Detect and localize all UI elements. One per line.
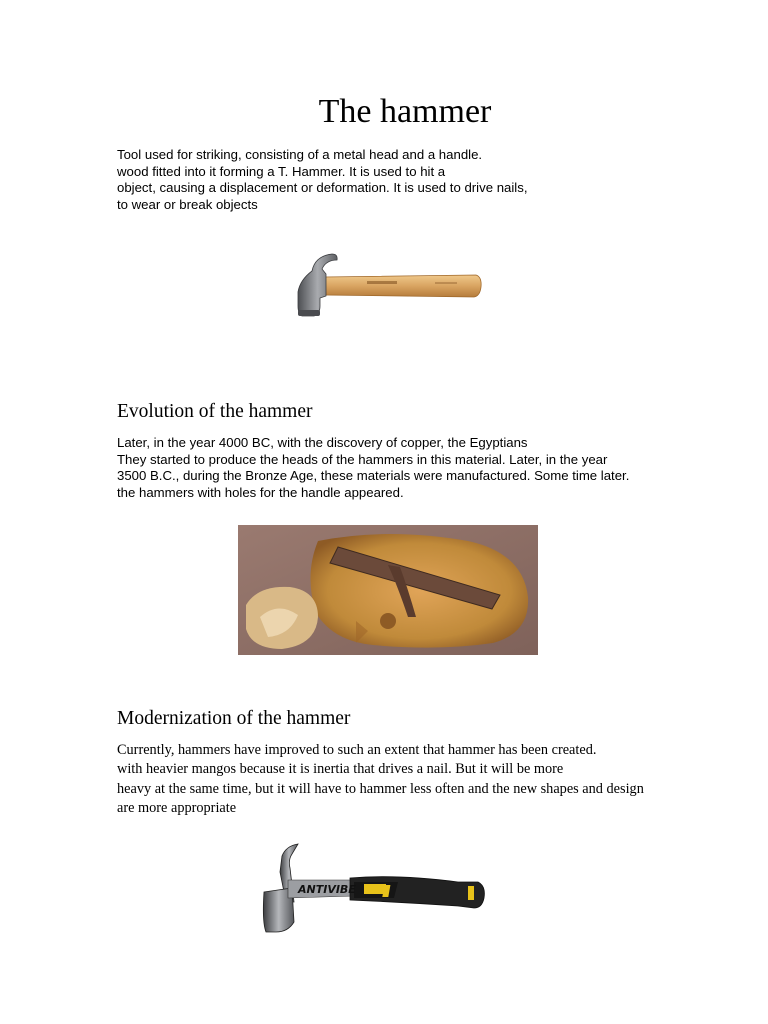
evolution-line: Later, in the year 4000 BC, with the discovery of copper, the Egyptians [117,435,528,450]
evolution-line: They started to produce the heads of the hammers in this material. Later, in the year [117,451,608,467]
evolution-line: the hammers with holes for the handle appeared. [117,484,404,500]
intro-paragraph [117,147,528,213]
intro-line: object, causing a displacement or deformation. It is used to drive nails, [117,180,528,196]
evolution-line: 3500 B.C., during the Bronze Age, these materials were manufactured. Some time later. [117,468,630,484]
modernization-line: with heavier mangos because it is inertia that drives a nail. But it will be more [117,761,564,778]
page-title: The hammer [318,93,492,130]
evolution-paragraph [117,435,629,501]
modernization-paragraph [117,741,644,818]
modernization-line: Currently, hammers have improved to such an extent that hammer has been created. [117,742,597,758]
intro-line: wood fitted into it forming a T. Hammer. It is used to hit a [117,163,446,179]
modern-hammer-image [258,842,490,936]
intro-line: Tool used for striking, consisting of a metal head and a handle. [117,147,483,162]
ancient-hammer-image [238,525,538,655]
modernization-line: are more appropriate [117,799,237,816]
evolution-heading: Evolution of the hammer [117,401,313,422]
modernization-line: heavy at the same time, but it will have to hammer less often and the new shapes and design [117,780,644,797]
claw-hammer-image [290,250,490,322]
intro-line: to wear or break objects [117,196,258,212]
hammer-brand-label: ANTIVIBE [298,883,356,896]
modernization-heading: Modernization of the hammer [117,708,351,729]
